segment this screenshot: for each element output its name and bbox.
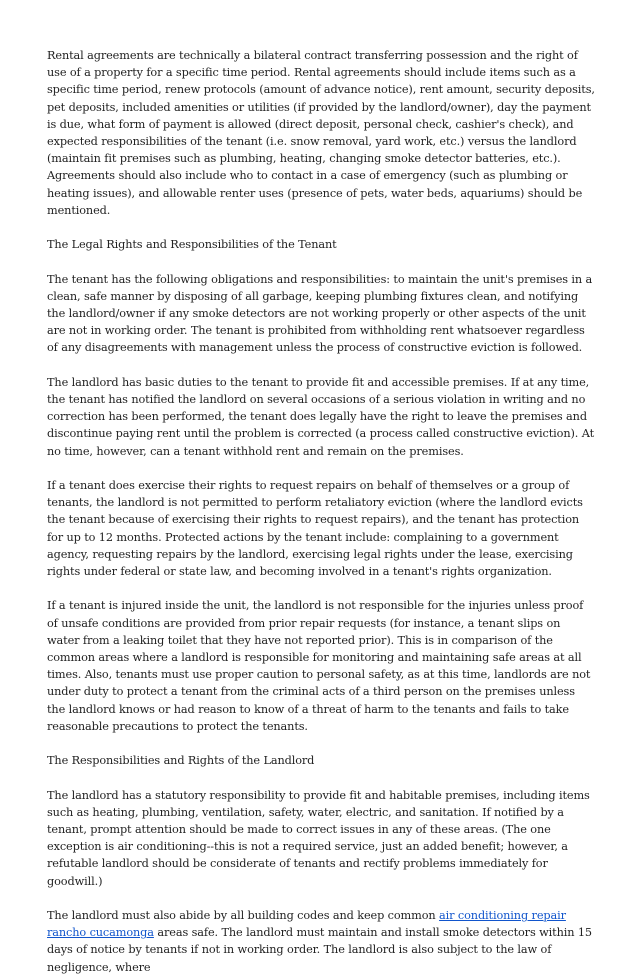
heading-tenant-rights: The Legal Rights and Responsibilities of the Tenant	[47, 238, 337, 252]
document-page	[47, 47, 595, 976]
building-codes-text-start: The landlord must also abide by all building codes and keep common	[47, 909, 440, 923]
paragraph-statutory-responsibility: The landlord has a statutory responsibility to provide fit and habitable premises, including items such as heating, plumbing, ventilation, safety, water, electric, and sanitation. If notified by a tenant, prompt attention should be made to correct issues in any of these areas. (The one exception is air conditioning--this is not a required service, just an added benefit; however, a refutable landlord should be considerate of tenants and rectify problems immediately for goodwill.)	[47, 788, 590, 888]
paragraph-landlord-duties: The landlord has basic duties to the tenant to provide fit and accessible premises. If at any time, the tenant has notified the landlord on several occasions of a serious violation in writing and no correction has been performed, the tenant does legally have the right to leave the premises and discontinue paying rent until the problem is corrected (a process called constructive eviction). At no time, however, can a tenant withhold rent and remain on the premises.	[47, 375, 594, 458]
paragraph-tenant-injury: If a tenant is injured inside the unit, the landlord is not responsible for the injuries unless proof of unsafe conditions are provided from prior repair requests (for instance, a tenant slips on water from a leaking toilet that they have not reported prior). This is in comparison of the common areas where a landlord is responsible for monitoring and maintaining safe areas at all times. Also, tenants must use proper caution to personal safety, as at this time, landlords are not under duty to protect a tenant from the criminal acts of a third person on the premises unless the landlord knows or had reason to know of a threat of harm to the tenants and fails to take reasonable precautions to protect the tenants.	[47, 599, 591, 733]
paragraph-rental-agreements: Rental agreements are technically a bilateral contract transferring possession and the right of use of a property for a specific time period. Rental agreements should include items such as a specific time period, renew protocols (amount of advance notice), rent amount, security deposits, pet deposits, included amenities or utilities (if provided by the landlord/owner), day the payment is due, what form of payment is allowed (direct deposit, personal check, cashier's check), and expected responsibilities of the tenant (i.e. snow removal, yard work, etc.) versus the landlord (maintain fit premises such as plumbing, heating, changing smoke detector batteries, etc.). Agreements should also include who to contact in a case of emergency (such as plumbing or heating issues), and allowable renter uses (presence of pets, water beds, aquariums) should be mentioned.	[47, 49, 595, 217]
paragraph-building-codes	[47, 907, 595, 976]
air-conditioning-repair-link[interactable]: air conditioning repair rancho cucamonga	[47, 909, 566, 940]
paragraph-retaliatory-eviction: If a tenant does exercise their rights to request repairs on behalf of themselves or a group of tenants, the landlord is not permitted to perform retaliatory eviction (where the landlord evicts the tenant because of exercising their rights to request repairs), and the tenant has protection for up to 12 months. Protected actions by the tenant include: complaining to a government agency, requesting repairs by the landlord, exercising legal rights under the lease, exercising rights under federal or state law, and becoming involved in a tenant's rights organization.	[47, 479, 583, 579]
building-codes-text-end: areas safe. The landlord must maintain and install smoke detectors within 15 days of notice by tenants if not in working order. The landlord is also subject to the law of negligence, where	[47, 926, 592, 974]
heading-landlord-responsibilities: The Responsibilities and Rights of the Landlord	[47, 754, 315, 768]
paragraph-tenant-obligations: The tenant has the following obligations and responsibilities: to maintain the unit's premises in a clean, safe manner by disposing of all garbage, keeping plumbing fixtures clean, and notifying the landlord/owner if any smoke detectors are not working properly or other aspects of the unit are not in working order. The tenant is prohibited from withholding rent whatsoever regardless of any disagreements with management unless the process of constructive eviction is followed.	[47, 272, 593, 355]
